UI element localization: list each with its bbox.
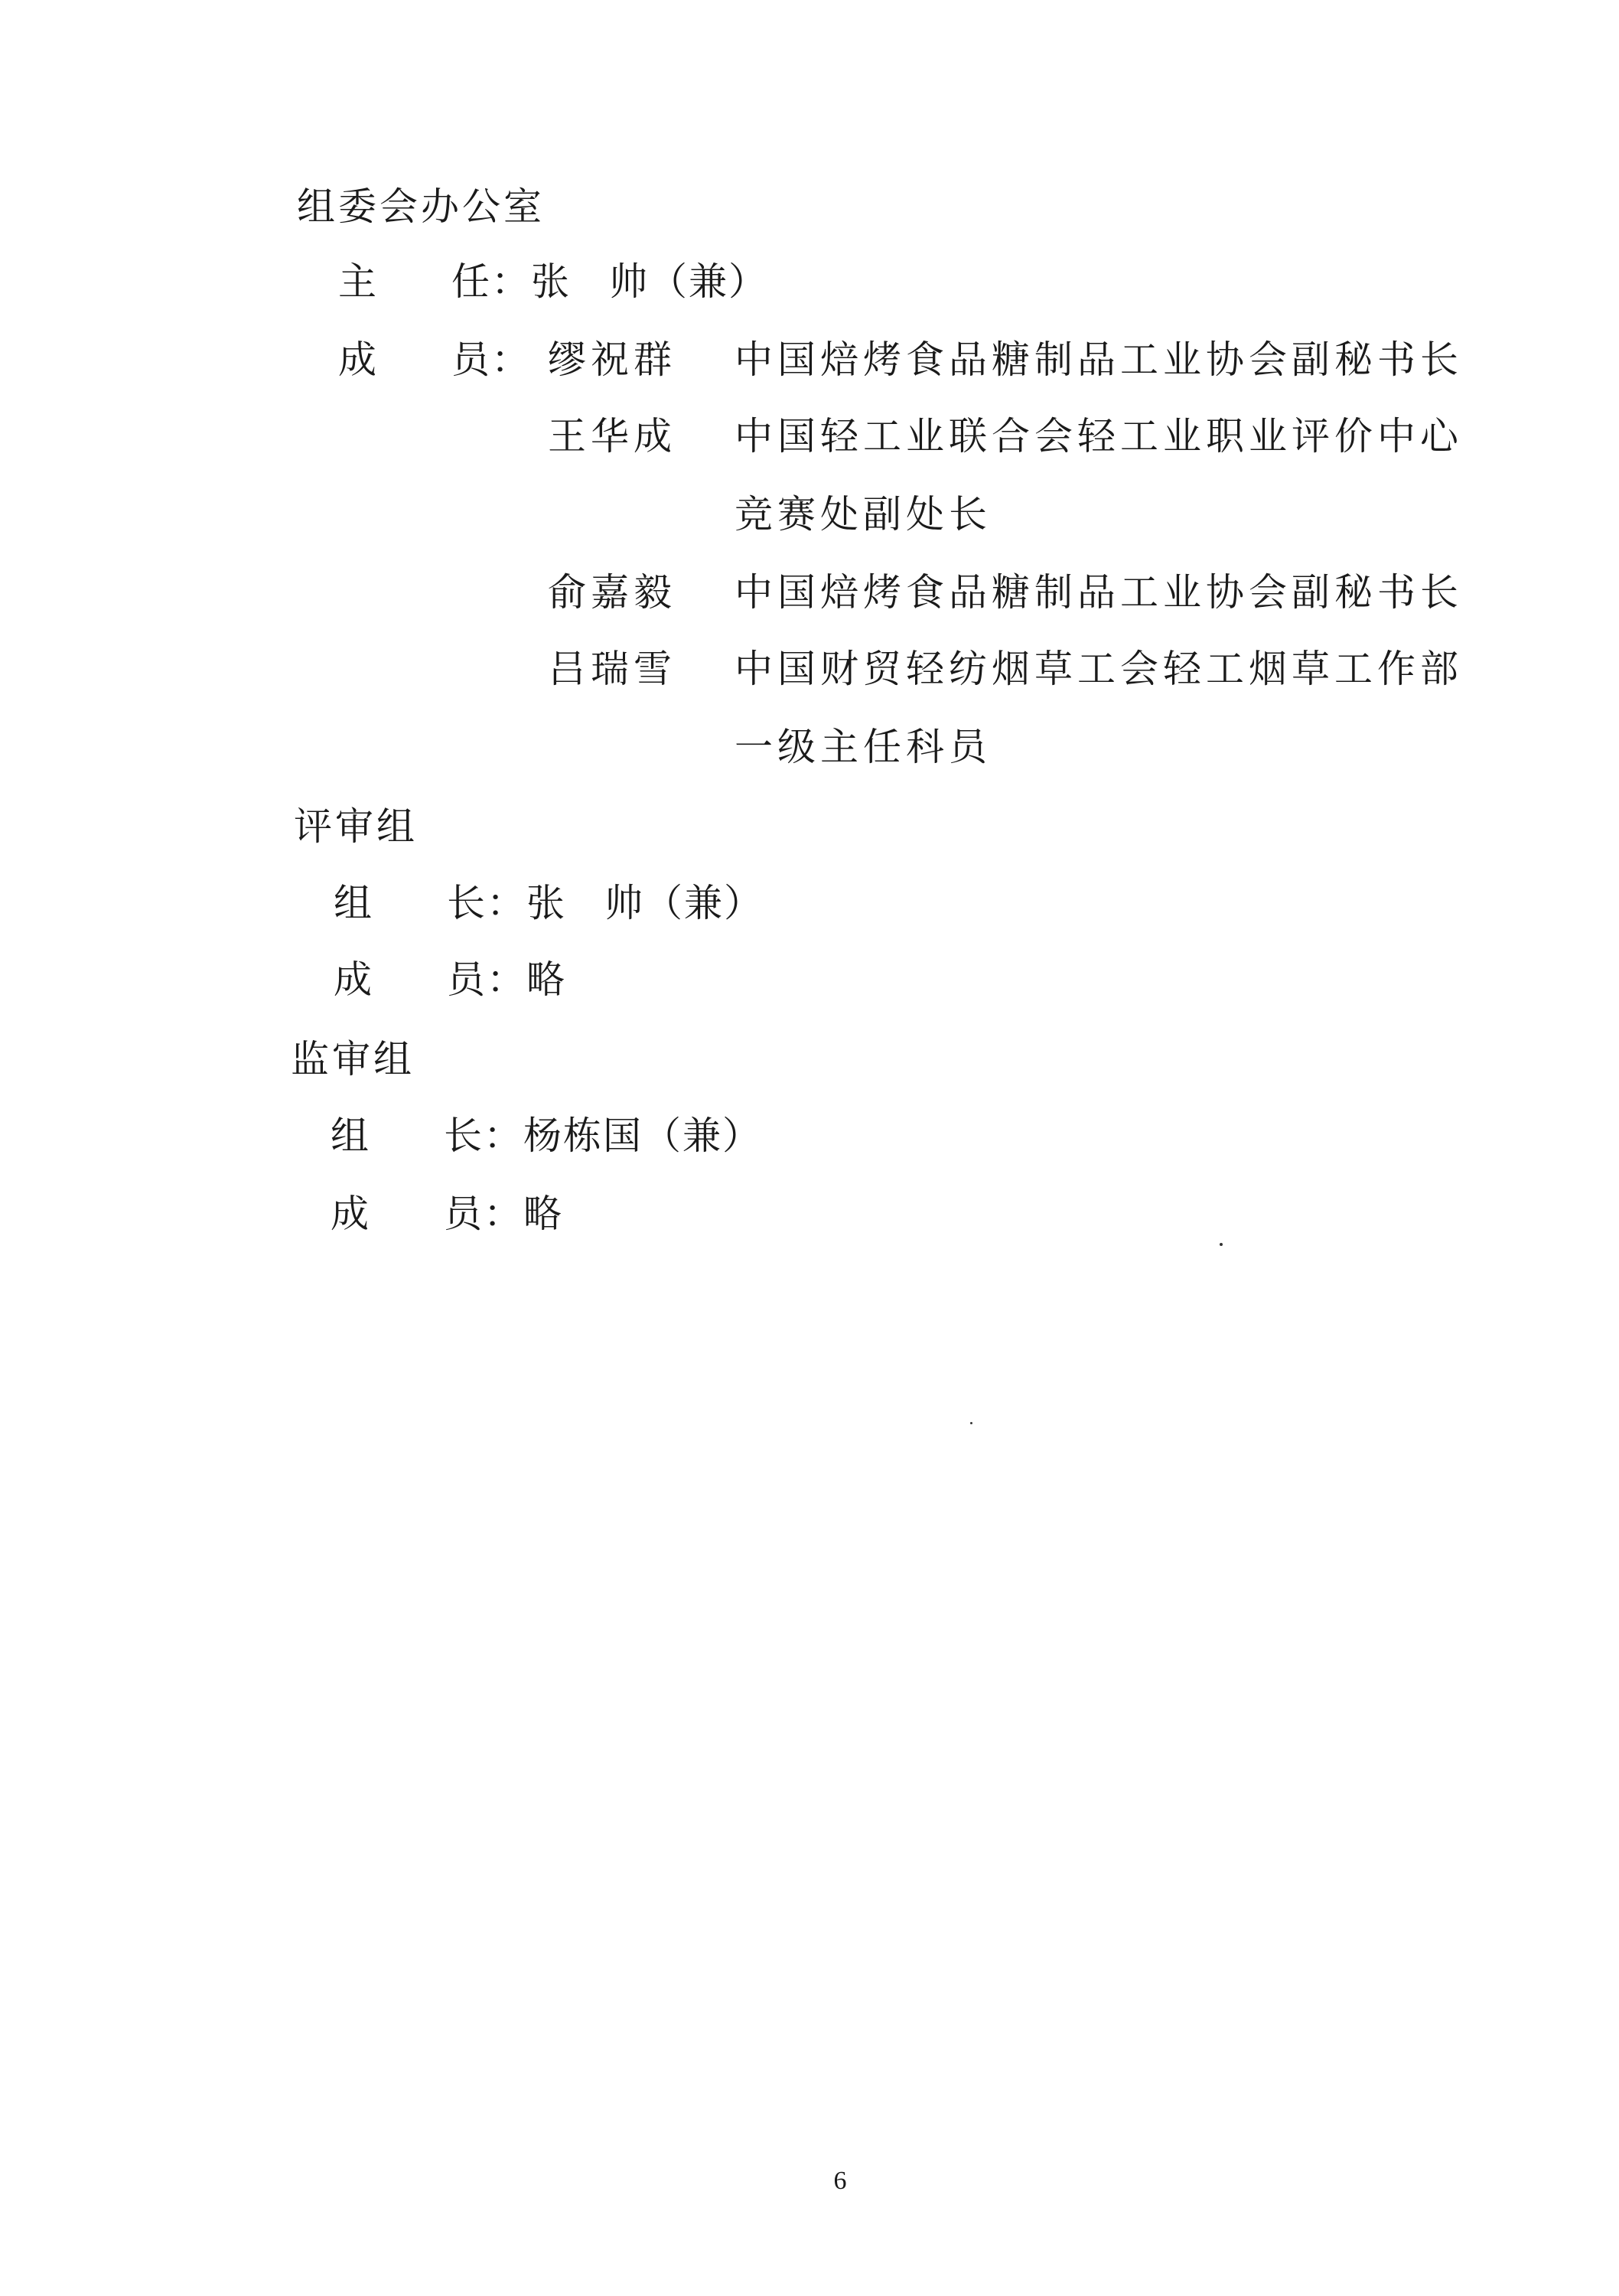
office-member-org: 中国轻工业联合会轻工业职业评价中心 bbox=[735, 414, 1463, 458]
office-member-org-line2: 竞赛处副处长 bbox=[735, 492, 992, 536]
office-director-name-char1: 张 bbox=[531, 259, 571, 304]
review-members-role-char2: 员： bbox=[447, 957, 526, 1002]
office-members-label bbox=[338, 337, 531, 383]
office-member-name: 俞嘉毅 bbox=[548, 570, 676, 615]
office-director-row bbox=[338, 259, 768, 305]
office-member-name: 缪祝群 bbox=[548, 338, 676, 382]
review-leader-name-rest: 帅（兼） bbox=[604, 881, 764, 925]
office-member-org: 中国焙烤食品糖制品工业协会副秘书长 bbox=[735, 570, 1463, 615]
review-members-value: 略 bbox=[526, 957, 566, 1002]
supervision-members-role-char2: 员： bbox=[444, 1192, 523, 1236]
scan-speck bbox=[1220, 1243, 1223, 1246]
office-member-name: 王华成 bbox=[548, 414, 676, 458]
office-member-org-line2: 一级主任科员 bbox=[735, 725, 992, 769]
review-members-row bbox=[334, 957, 566, 1003]
review-members-role-char1: 成 bbox=[334, 957, 373, 1002]
office-members-role-char2: 员： bbox=[451, 338, 531, 382]
page-number: 6 bbox=[833, 2167, 847, 2195]
supervision-leader-row bbox=[331, 1113, 762, 1159]
review-leader-row bbox=[334, 880, 764, 926]
review-leader-name-char1: 张 bbox=[526, 881, 566, 925]
supervision-members-row bbox=[331, 1191, 563, 1237]
supervision-members-value: 略 bbox=[523, 1192, 563, 1236]
office-member-name: 吕瑞雪 bbox=[548, 647, 676, 691]
office-member-org: 中国财贸轻纺烟草工会轻工烟草工作部 bbox=[735, 647, 1463, 691]
supervision-leader-role-char2: 长： bbox=[444, 1114, 523, 1158]
office-director-name-rest: 帅（兼） bbox=[609, 259, 768, 304]
supervision-leader-name: 杨栋国（兼） bbox=[523, 1114, 762, 1158]
supervision-section-title: 监审组 bbox=[291, 1037, 415, 1081]
office-member-org: 中国焙烤食品糖制品工业协会副秘书长 bbox=[735, 338, 1463, 382]
office-director-role-char2: 任： bbox=[451, 259, 531, 304]
review-leader-role-char1: 组 bbox=[334, 881, 373, 925]
office-members-role-char1: 成 bbox=[338, 338, 378, 382]
review-leader-role-char2: 长： bbox=[447, 881, 526, 925]
office-section-title: 组委会办公室 bbox=[297, 184, 545, 229]
supervision-leader-role-char1: 组 bbox=[331, 1114, 370, 1158]
supervision-members-role-char1: 成 bbox=[331, 1192, 370, 1236]
review-section-title: 评审组 bbox=[294, 804, 418, 849]
scan-speck bbox=[970, 1422, 972, 1424]
office-director-role-char1: 主 bbox=[338, 259, 378, 304]
